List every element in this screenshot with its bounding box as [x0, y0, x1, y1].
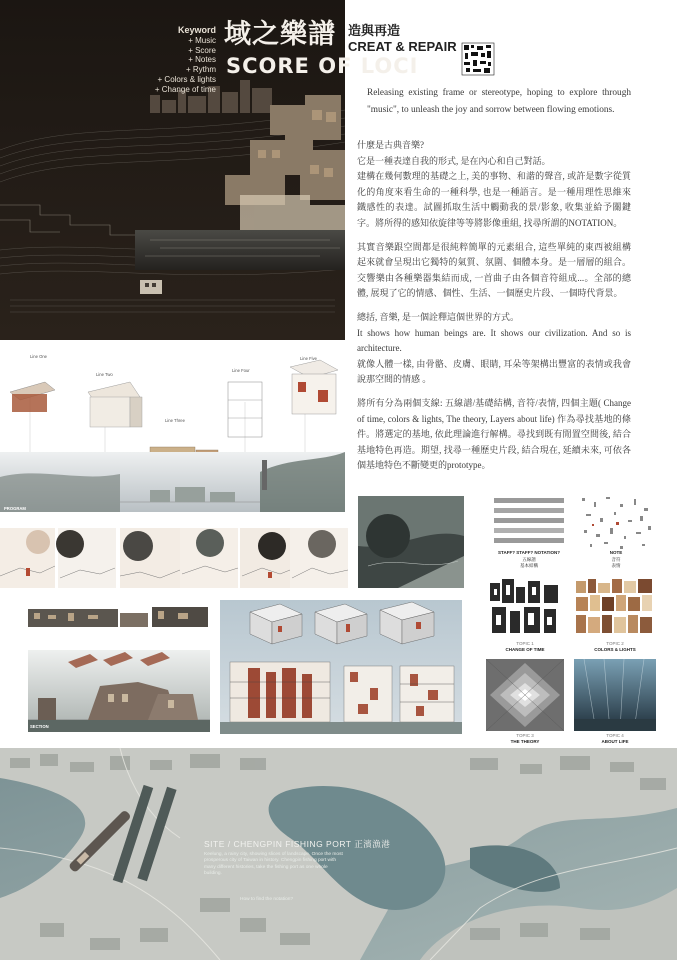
paragraph-3-en: It shows how human beings are. It shows our civilization. And so is architecture. [357, 327, 631, 354]
title-zh: 域之樂譜 [224, 19, 336, 50]
topic-3-name: THE THEORY [510, 739, 540, 744]
keyword-item: + Rythm [185, 65, 216, 75]
subtitle-en: CREAT & REPAIR [348, 39, 457, 54]
note-sub1: 音符 [611, 557, 621, 562]
keyword-item: + Change of time [154, 84, 216, 94]
title-en: SCORE OF LOCI [226, 54, 419, 78]
question-heading: 什麼是古典音樂? [357, 140, 424, 150]
axonometric-models [220, 600, 462, 734]
paragraph-1-lead: 它是一種表達自我的形式, 是在內心和自己對話。 [357, 155, 551, 166]
line-one-label: Line One [30, 354, 47, 359]
site-description: Keelung, a rainy city, showing slices of landscape. Once the most prosperous city of Taiwan in history. Chengpin fishing port with many different histories, take the fishing port as one whole building. [204, 852, 343, 877]
topic-colors-lights-image [574, 577, 656, 639]
topic-1-tag: TOPIC 1 [516, 641, 534, 646]
section-drawing [28, 650, 210, 732]
section-strip [28, 603, 208, 633]
line-three-label: Line Three [165, 418, 185, 423]
port-photo [358, 496, 464, 588]
intro-en: Releasing existing frame or stereotype, hoping to explore through "music", to unleash the joy and sorrow between flowing emotions. [367, 88, 631, 115]
staff-sub1: 五線譜 [522, 557, 536, 562]
staff-caption: STAFF? STAFF? NOTATION? [498, 550, 560, 555]
keyword-item: + Notes [188, 55, 216, 65]
keyword-item: + Colors & lights [157, 74, 216, 84]
keyword-item: + Score [188, 45, 216, 55]
paragraph-3-lead: 總括, 音樂, 是一個詮釋這個世界的方式。 [357, 311, 520, 322]
topic-the-theory-image [486, 659, 564, 731]
note-diagram [576, 494, 656, 554]
program-label: PROGRAM [4, 506, 26, 511]
site-question: How to find the notation? [240, 897, 294, 902]
site-title: SITE / CHENGPIN FISHING PORT 正濱漁港 [204, 839, 391, 849]
line-two-label: Line Two [96, 372, 113, 377]
paragraph-1: 建構在幾何數理的基礎之上, 美的事物、和諧的聲音, 或許是數字從質化的角度來看生命的一種科學, 也是一種語言。是一種用理性思維來鐵感性的表達。試圖抓取生活中觸動我的景/影象, 收集並給予關鍵字。將所得的感知依旋律等等將影像重組, 找尋所謂的NOTATION。 [357, 171, 631, 228]
topic-4-tag: TOPIC 4 [606, 733, 624, 738]
note-sub2: 表情 [611, 563, 621, 568]
line-four-label: Line Four [232, 368, 250, 373]
program-diagram [0, 352, 345, 517]
subtitle-zh: 造與再造 [348, 23, 401, 38]
keyword-item: + Music [188, 35, 216, 45]
keyword-title: Keyword [177, 25, 216, 35]
paragraph-4: 將所有分為兩個支線: 五線譜/基礎結構, 音符/表情, 四個主題( Change of time, colors & lights, The theory, Layers about life) 作為尋找基地的條件。將選定的基地, 依此理論進行解構。尋找到既有閒置空間後, 結合基地特色再造。期望, 找尋一種歷史片段, 結合現在, 延續未來, 可依各個基地特色不斷變更的prototype。 [357, 397, 631, 471]
topic-1-name: CHANGE OF TIME [505, 647, 545, 652]
keyword-list [150, 26, 216, 95]
topic-change-of-time-image [486, 577, 564, 639]
section-label: SECTION [30, 724, 49, 729]
topic-3-tag: TOPIC 3 [516, 733, 534, 738]
description-text [357, 85, 631, 482]
paragraph-3-zh: 就像人體一樣, 由骨骼、皮膚、眼睛, 耳朵等架構出豐富的表情或我會說那空間的情感 。 [357, 358, 631, 385]
topic-2-tag: TOPIC 2 [606, 641, 624, 646]
staff-sub2: 基本結構 [520, 563, 538, 568]
paragraph-2: 其實音樂跟空間都是很純粹簡單的元素組合, 這些單純的東西被組構起來就會呈現出它獨特的氣質、氛圍、個體本身。是一層層的組合。交響樂由各種樂器集結而成, 一首曲子由各個音符組成...。全部的總體, 展現了它的情感、個性、生活、一個歷史片段、一個時代背景。 [357, 241, 631, 299]
line-five-label: Line Five [300, 356, 317, 361]
logo-icon [461, 42, 495, 76]
view-sequence [0, 528, 348, 590]
topic-2-name: COLORS & LIGHTS [594, 647, 636, 652]
topic-4-name: ABOUT LIFE [601, 739, 629, 744]
note-caption: NOTE [609, 550, 623, 555]
topic-about-life-image [574, 659, 656, 731]
